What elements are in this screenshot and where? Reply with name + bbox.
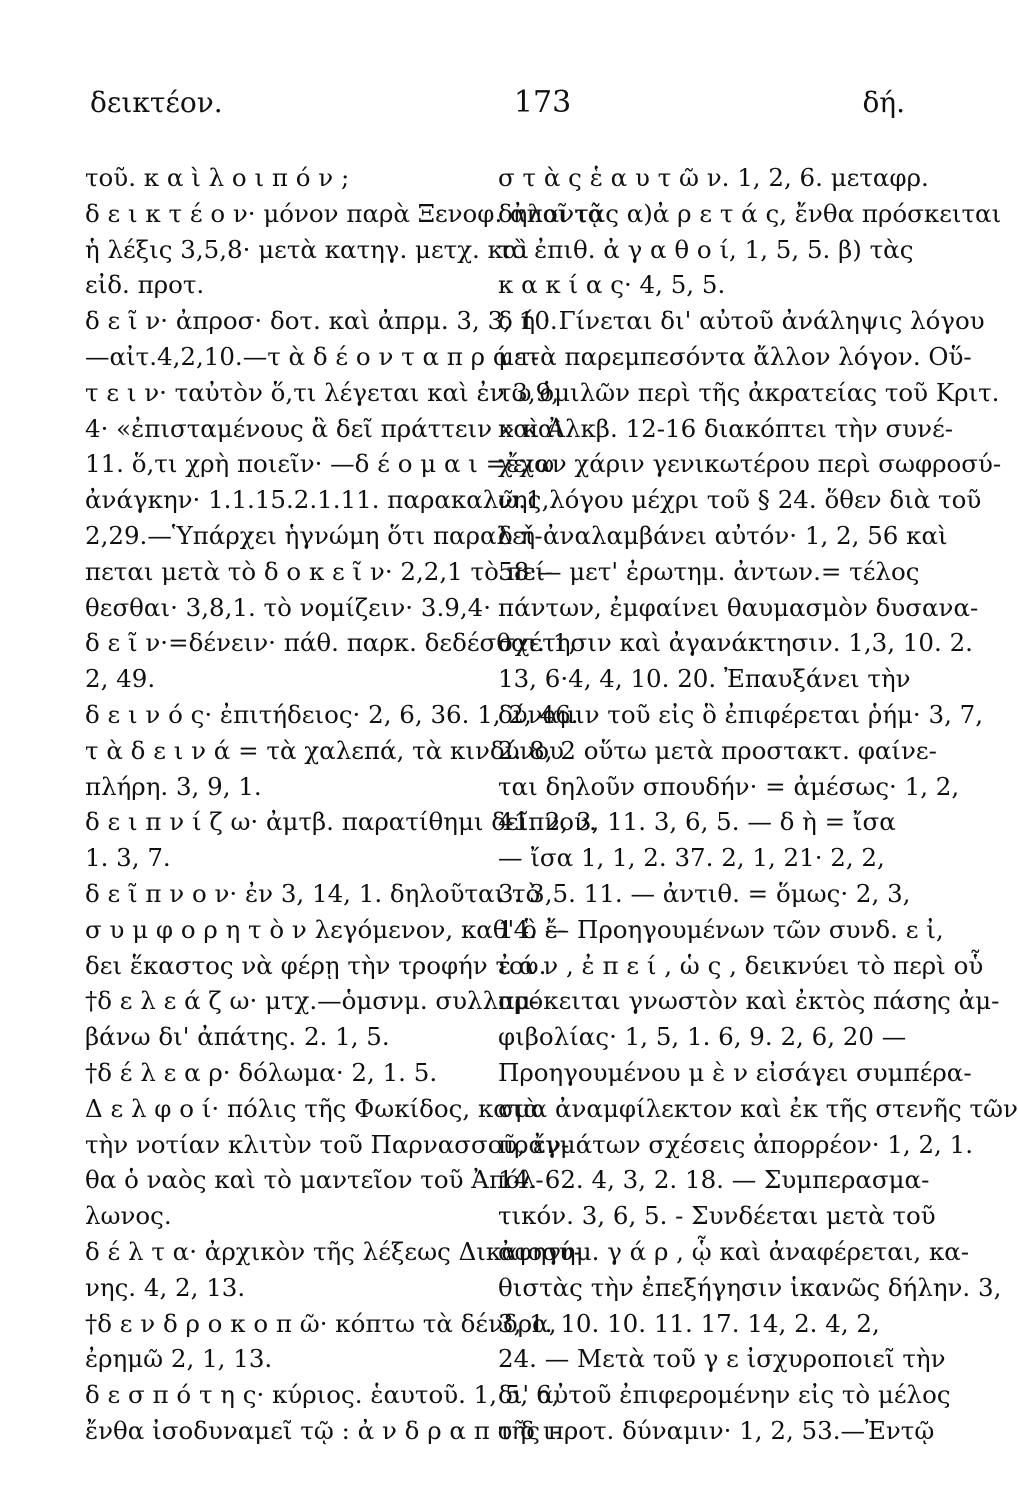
text-line: τοῦ. κ α ὶ λ ο ι π ό ν ; — [85, 163, 350, 192]
text-line: Προηγουμένου μ ὲ ν εἰσάγει συμπέρα- — [498, 1057, 972, 1087]
header-right-word: δή. — [862, 86, 905, 119]
text-line: 2,29.—Ὑπάρχει ἡγνώμη ὅτι παραλεί- — [85, 520, 543, 550]
text-line: τὸ ἐπιθ. ἀ γ α θ ο ί, 1, 5, 5. β) τὰς — [498, 234, 914, 264]
text-line: δ ε ῖ ν·=δένειν· πάθ. παρκ. δεδέσθαι. 1, — [85, 628, 577, 658]
text-line: Δ ε λ φ ο ί· πόλις τῆς Φωκίδος, κατὰ — [85, 1093, 540, 1123]
text-line: ἔνθα ἰσοδυναμεῖ τῷ : ἀ ν δ ρ α π ο δ ι- — [85, 1415, 561, 1445]
text-line: θα ὁ ναὸς καὶ τὸ μαντεῖον τοῦ Ἀπόλ- — [85, 1165, 544, 1195]
text-line: δ ε σ π ό τ η ς· κύριος. ἑαυτοῦ. 1, 5, 6, — [85, 1380, 560, 1410]
text-line: δ ε ῖ ν· ἀπροσ· δοτ. καὶ ἀπρμ. 3, 3, 10. — [85, 306, 558, 336]
text-line: κ α κ ί α ς· 4, 5, 5. — [498, 270, 726, 300]
text-line: σ υ μ φ ο ρ η τ ὸ ν λεγόμενον, καθ' ὃ ἔ- — [85, 914, 567, 944]
text-line: †δ ε λ ε ά ζ ω· μτχ.—ὁμσνμ. συλλαμ- — [85, 986, 539, 1016]
text-line: — ἴσα 1, 1, 2. 37. 2, 1, 21· 2, 2, — [498, 843, 885, 873]
text-line: σμα ἀναμφίλεκτον καὶ ἐκ τῆς στενῆς τῶν — [498, 1093, 1018, 1123]
text-line: δ ὴ ἀναλαμβάνει αὐτόν· 1, 2, 56 καὶ — [498, 520, 948, 550]
text-line: τ ε ι ν· ταὐτὸν ὅ,τι λέγεται καὶ ἐν 3,9, — [85, 377, 560, 407]
text-line: εἰδ. προτ. — [85, 270, 205, 300]
text-line: 4· «ἐπισταμένους ἃ δεῖ πράττειν » καὶ — [85, 413, 565, 443]
text-line: δ ε ι π ν ί ζ ω· ἀμτβ. παρατίθημι δεῖπνον. — [85, 807, 597, 837]
text-line: θεσθαι· 3,8,1. τὸ νομίζειν· 3.9,4· — [85, 592, 491, 622]
text-line: ἀνάγκην· 1.1.15.2.1.11. παρακαλῶ.1, — [85, 485, 550, 515]
text-line: τ ὰ δ ε ι ν ά = τὰ χαλεπά, τὰ κινδύνου — [85, 735, 565, 765]
text-line: δ ε ῖ π ν ο ν· ἐν 3, 14, 1. δηλοῦται τὸ — [85, 878, 541, 908]
text-line: 2. 8, 2 οὕτω μετὰ προστακτ. φαίνε- — [498, 735, 937, 765]
text-line: νης λόγου μέχρι τοῦ § 24. ὅθεν διὰ τοῦ — [498, 485, 982, 515]
text-line: δ ή · Γίνεται δι' αὐτοῦ ἀνάληψις λόγου — [498, 306, 985, 336]
text-line: δύναμιν τοῦ εἰς ὃ ἐπιφέρεται ῥήμ· 3, 7, — [498, 699, 984, 729]
text-line: δει ἕκαστος νὰ φέρῃ τὴν τροφήν του. — [85, 950, 547, 980]
text-line: φιβολίας· 1, 5, 1. 6, 9. 2, 6, 20 — — [498, 1022, 907, 1052]
text-line: λωνος. — [85, 1201, 172, 1231]
text-line: τὴν νοτίαν κλιτὺν τοῦ Παρνασσοῦ, ἔν- — [85, 1129, 570, 1159]
text-line: πάντων, ἐμφαίνει θαυμασμὸν δυσανα- — [498, 592, 979, 622]
text-line: ἀφηγημ. γ ά ρ , ᾧ καὶ ἀναφέρεται, κα- — [498, 1236, 970, 1266]
text-line: 13, 6·4, 4, 10. 20. Ἐπαυξάνει τὴν — [498, 664, 911, 694]
text-line: 2, 49. — [85, 664, 156, 694]
text-line: ται δηλοῦν σπουδήν· = ἀμέσως· 1, 2, — [498, 771, 960, 801]
text-line: δι' αὐτοῦ ἐπιφερομένην εἰς τὸ μέλος — [498, 1380, 951, 1410]
text-line: 3, 1. 10. 10. 11. 17. 14, 2. 4, 2, — [498, 1308, 880, 1338]
text-line: —αἰτ.4,2,10.—τ ὰ δ έ ο ν τ α π ρ ά τ- — [85, 341, 540, 371]
text-line: σχέτησιν καὶ ἀγανάκτησιν. 1,3, 10. 2. — [498, 628, 973, 658]
text-line: ἡ λέξις 3,5,8· μετὰ κατηγ. μετχ. καὶ — [85, 234, 530, 264]
text-line: πλήρη. 3, 9, 1. — [85, 771, 262, 801]
text-line: δ ε ι κ τ έ ο ν· μόνον παρὰ Ξενοφ. ἀπαντᾷ — [85, 198, 605, 228]
text-line: δ ε ι ν ό ς· ἐπιτήδειος· 2, 6, 36. 1, 2, 46. — [85, 699, 579, 729]
text-line: 58·— μετ' ἐρωτημ. ἀντων.= τέλος — [498, 556, 920, 586]
text-line: †δ έ λ ε α ρ· δόλωμα· 2, 1. 5. — [85, 1057, 438, 1087]
text-line: 41. 2, 3, 11. 3, 6, 5. — δ ὴ = ἴσα — [498, 807, 896, 837]
text-line: χειαν χάριν γενικωτέρου περὶ σωφροσύ- — [498, 449, 1002, 479]
page-number: 173 — [513, 85, 572, 120]
header-left-word: δεικτέον. — [90, 86, 223, 119]
text-line: σ τ ὰ ς ἑ α υ τ ῶ ν. 1, 2, 6. μεταφρ. — [498, 163, 929, 192]
left-column — [85, 160, 605, 1449]
text-line: μετὰ παρεμπεσόντα ἄλλον λόγον. Οὕ- — [498, 341, 972, 371]
text-line: τω ὁμιλῶν περὶ τῆς ἀκρατείας τοῦ Κριτ. — [498, 377, 1000, 407]
text-line: 1. 3, 7. — [85, 843, 171, 873]
text-line: 14. 62. 4, 3, 2. 18. — Συμπερασμα- — [498, 1165, 930, 1195]
text-line: νης. 4, 2, 13. — [85, 1272, 246, 1302]
right-column — [498, 160, 1018, 1449]
page-header — [90, 85, 905, 120]
text-line: τῆς προτ. δύναμιν· 1, 2, 53.—Ἐντῷ — [498, 1415, 935, 1445]
text-line: 3. 3,5. 11. — ἀντιθ. = ὅμως· 2, 3, — [498, 878, 911, 908]
text-line: θιστὰς τὴν ἐπεξήγησιν ἱκανῶς δήλην. 3, — [498, 1272, 1002, 1302]
text-line: πρόκειται γνωστὸν καὶ ἐκτὸς πάσης ἀμ- — [498, 986, 1000, 1016]
text-line: πεται μετὰ τὸ δ ο κ ε ῖ ν· 2,2,1 τὸ πεί- — [85, 556, 554, 586]
text-line: †δ ε ν δ ρ ο κ ο π ῶ· κόπτω τὰ δένδρα, — [85, 1308, 557, 1338]
text-line: 24. — Μετὰ τοῦ γ ε ἰσχυροποιεῖ τὴν — [498, 1344, 946, 1374]
text-line: πραγμάτων σχέσεις ἀπορρέον· 1, 2, 1. — [498, 1129, 973, 1159]
text-line: ἐρημῶ 2, 1, 13. — [85, 1344, 273, 1374]
text-line: 11. ὅ,τι χρὴ ποιεῖν· —δ έ ο μ α ι =ἔχω — [85, 449, 555, 479]
text-line: καὶ Ἀλκβ. 12-16 διακόπτει τὴν συνέ- — [498, 413, 954, 443]
text-line: ἐ ά ν , ἐ π ε ί , ὡ ς , δεικνύει τὸ περὶ οὗ — [498, 950, 984, 980]
text-line: 14. — Προηγουμένων τῶν συνδ. ε ἰ, — [498, 914, 944, 944]
text-line: τικόν. 3, 6, 5. - Συνδέεται μετὰ τοῦ — [498, 1201, 936, 1231]
text-line: δηλοῖ τὰς α)ἀ ρ ε τ ά ς, ἔνθα πρόσκειται — [498, 198, 1002, 228]
text-line: βάνω δι' ἀπάτης. 2. 1, 5. — [85, 1022, 390, 1052]
text-line: δ έ λ τ α· ἀρχικὸν τῆς λέξεως Δικαιοσύ- — [85, 1236, 582, 1266]
